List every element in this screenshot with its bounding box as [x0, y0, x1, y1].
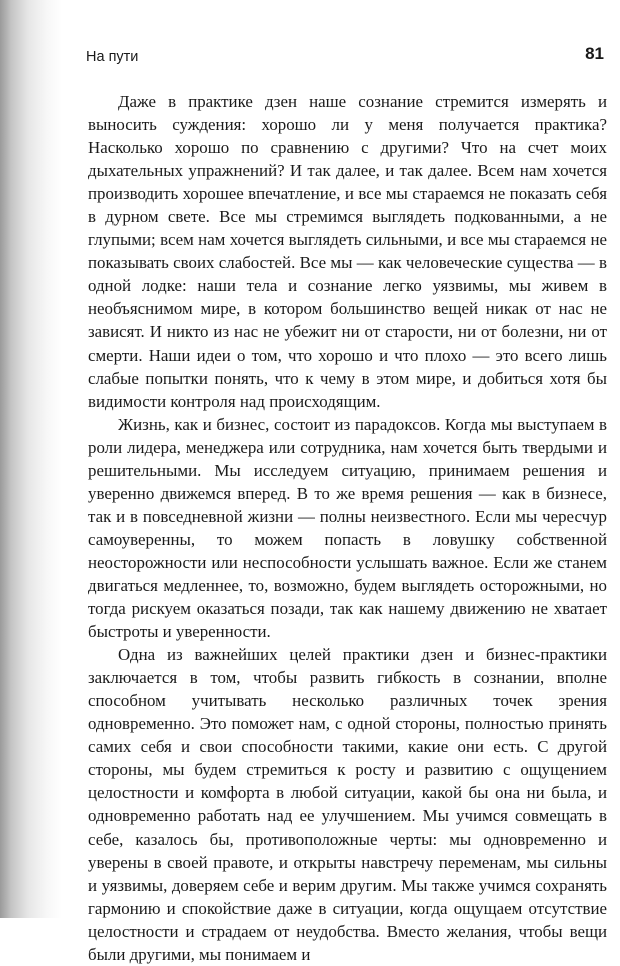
running-title: На пути	[86, 49, 139, 65]
page-header	[86, 44, 604, 72]
page-number: 81	[585, 44, 604, 63]
page-gutter-shadow	[0, 0, 62, 918]
paragraph-1: Даже в практике дзен наше сознание стремится измерять и выносить суждения: хорошо ли у меня получается практика? Насколько хорошо по сравнению с другими? Что на счет моих дыхательных упражнений? И так далее, и так далее. Всем нам хочется производить хорошее впечатление, и все мы стараемся не показать себя в дурном свете. Все мы стремимся выглядеть подкованными, а не глупыми; всем нам хочется выглядеть сильными, и все мы стараемся не показывать своих слабостей. Все мы — как человеческие существа — в одной лодке: наши тела и сознание легко уязвимы, мы живем в необъяснимом мире, в котором большинство вещей никак от нас не зависят. И никто из нас не убежит ни от старости, ни от болезни, ни от смерти. Наши идеи о том, что хорошо и что плохо — это всего лишь слабые попытки понять, что к чему в этом мире, и добиться хотя бы видимости контроля над происходящим.	[88, 92, 607, 411]
main-text	[88, 90, 607, 966]
paragraph-2: Жизнь, как и бизнес, состоит из парадоксов. Когда мы выступаем в роли лидера, менеджера или сотрудника, нам хочется быть твердыми и решительными. Мы исследуем ситуацию, принимаем решения и уверенно движемся вперед. В то же время решения — как в бизнесе, так и в повседневной жизни — полны неизвестного. Если мы чересчур самоуверенны, то можем попасть в ловушку собственной неосторожности или неспособности услышать важное. Если же станем двигаться медленнее, то, возможно, будем выглядеть осторожными, но тогда рискуем оказаться позади, так как нашему движению не хватает быстроты и уверенности.	[88, 414, 607, 642]
paragraph-3: Одна из важнейших целей практики дзен и бизнес-практики заключается в том, чтобы развить гибкость в сознании, вполне способном учитывать несколько различных точек зрения одновременно. Это поможет нам, с одной стороны, полностью принять самих себя и свои способности такими, какие они есть. С другой стороны, мы будем стремиться к росту и развитию с ощущением целостности и комфорта в любой ситуации, какой бы она ни была, и одновременно работать над ее улучшением. Мы учимся совмещать в себе, казалось бы, противоположные черты: мы одновременно и уверены в своей правоте, и открыты навстречу переменам, мы сильны и уязвимы, доверяем себе и верим другим. Мы также учимся сохранять гармонию и спокойствие даже в ситуации, когда ощущаем отсутствие целостности и страдаем от неудобства. Вместо желания, чтобы вещи были другими, мы понимаем и	[88, 645, 607, 964]
